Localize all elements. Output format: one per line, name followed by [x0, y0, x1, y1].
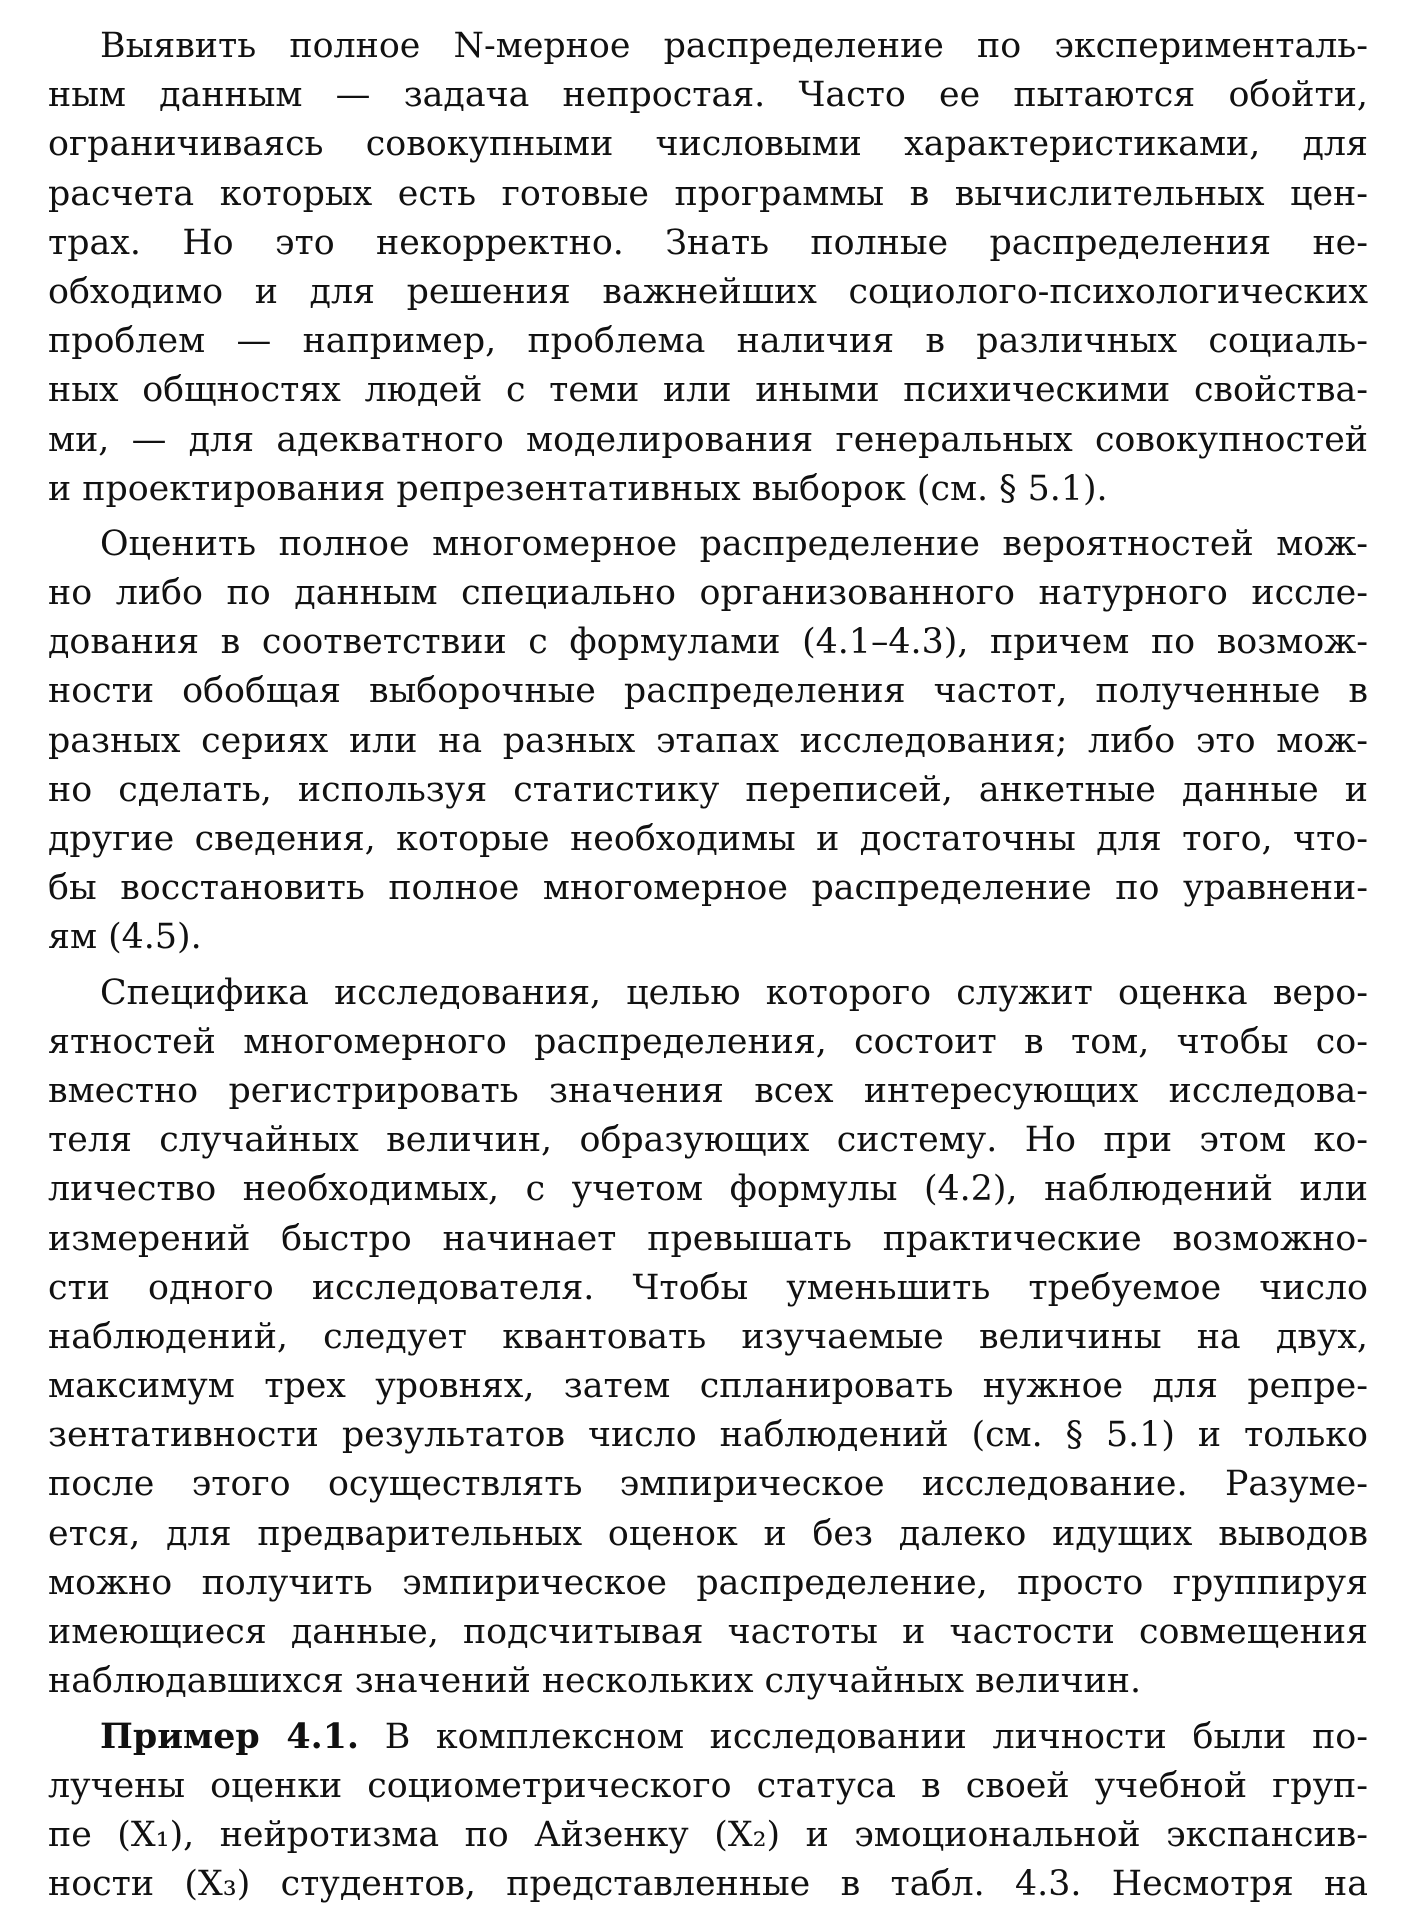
text-line: ным данным — задача непростая. Часто ее пытаются обойти, — [48, 75, 1368, 116]
text-line: обходимо и для решения важнейших социолого-психологических — [48, 271, 1368, 312]
text-line: Оценить полное многомерное распределение вероятностей мож- — [100, 523, 1368, 564]
text-line: ности (X₃) студентов, представленные в табл. 4.3. Несмотря на — [48, 1863, 1368, 1904]
example-heading: Пример 4.1. — [100, 1716, 360, 1758]
text-line — [48, 1712, 1368, 1761]
text-line: максимум трех уровнях, затем спланировать нужное для репре- — [48, 1366, 1368, 1407]
text-line: ется, для предварительных оценок и без далеко идущих выводов — [48, 1513, 1368, 1554]
text-line: ограничиваясь совокупными числовыми характеристиками, для — [48, 124, 1368, 165]
text-line: пе (X₁), нейротизма по Айзенку (X₂) и эмоциональной экспансив- — [48, 1814, 1368, 1855]
text-line: наблюдавшихся значений нескольких случайных величин. — [48, 1661, 1142, 1702]
text-line: разных сериях или на разных этапах исследования; либо это мож- — [48, 720, 1368, 761]
example-4-1 — [48, 1712, 1368, 1909]
text-line: другие сведения, которые необходимы и достаточны для того, что- — [48, 819, 1368, 859]
text-line: и проектирования репрезентативных выборок (см. § 5.1). — [48, 468, 1108, 509]
text-line: теля случайных величин, образующих систему. Но при этом ко- — [48, 1120, 1368, 1161]
text-line: ных общностях людей с теми или иными психическими свойства- — [48, 370, 1368, 411]
text-line: Специфика исследования, целью которого служит оценка веро- — [100, 972, 1368, 1013]
text-line: ятностей многомерного распределения, состоит в том, чтобы со- — [48, 1021, 1368, 1062]
text-line: личество необходимых, с учетом формулы (4.2), наблюдений или — [48, 1169, 1368, 1210]
text-line: но сделать, используя статистику переписей, анкетные данные и — [48, 769, 1368, 810]
text-line: имеющиеся данные, подсчитывая частоты и частости совмещения — [48, 1612, 1368, 1652]
text-line: проблем — например, проблема наличия в различных социаль- — [48, 321, 1368, 362]
text-line: Выявить полное N-мерное распределение по эксперименталь- — [100, 26, 1368, 66]
text-line: бы восстановить полное многомерное распределение по уравнени- — [48, 868, 1368, 909]
text-line: ми, — для адекватного моделирования генеральных совокупностей — [48, 419, 1368, 460]
paragraph-2 — [48, 520, 1368, 963]
text-line: но либо по данным специально организованного натурного иссле- — [48, 573, 1368, 614]
text-line: вместно регистрировать значения всех интересующих исследова- — [48, 1070, 1368, 1111]
text-line: измерений быстро начинает превышать практические возможно- — [48, 1218, 1368, 1259]
paragraph-1 — [48, 22, 1368, 514]
text-line: дования в соответствии с формулами (4.1–4.3), причем по возмож- — [48, 622, 1368, 663]
text-line: ности обобщая выборочные распределения частот, полученные в — [48, 671, 1368, 712]
text-line: наблюдений, следует квантовать изучаемые величины на двух, — [48, 1316, 1368, 1357]
text-line: зентативности результатов число наблюдений (см. § 5.1) и только — [48, 1415, 1368, 1456]
document-page — [48, 22, 1368, 1909]
text-line: после этого осуществлять эмпирическое исследование. Разуме- — [48, 1464, 1368, 1505]
text-line: расчета которых есть готовые программы в вычислительных цен- — [48, 173, 1368, 214]
example-line-text: В комплексном исследовании личности были по- — [359, 1717, 1368, 1758]
text-line: сти одного исследователя. Чтобы уменьшить требуемое число — [48, 1267, 1368, 1308]
text-line: лучены оценки социометрического статуса в своей учебной груп- — [48, 1765, 1368, 1806]
text-line: можно получить эмпирическое распределение, просто группируя — [48, 1562, 1368, 1603]
text-line: трах. Но это некорректно. Знать полные распределения не- — [48, 222, 1368, 263]
paragraph-3 — [48, 969, 1368, 1707]
text-line: ям (4.5). — [48, 917, 202, 958]
